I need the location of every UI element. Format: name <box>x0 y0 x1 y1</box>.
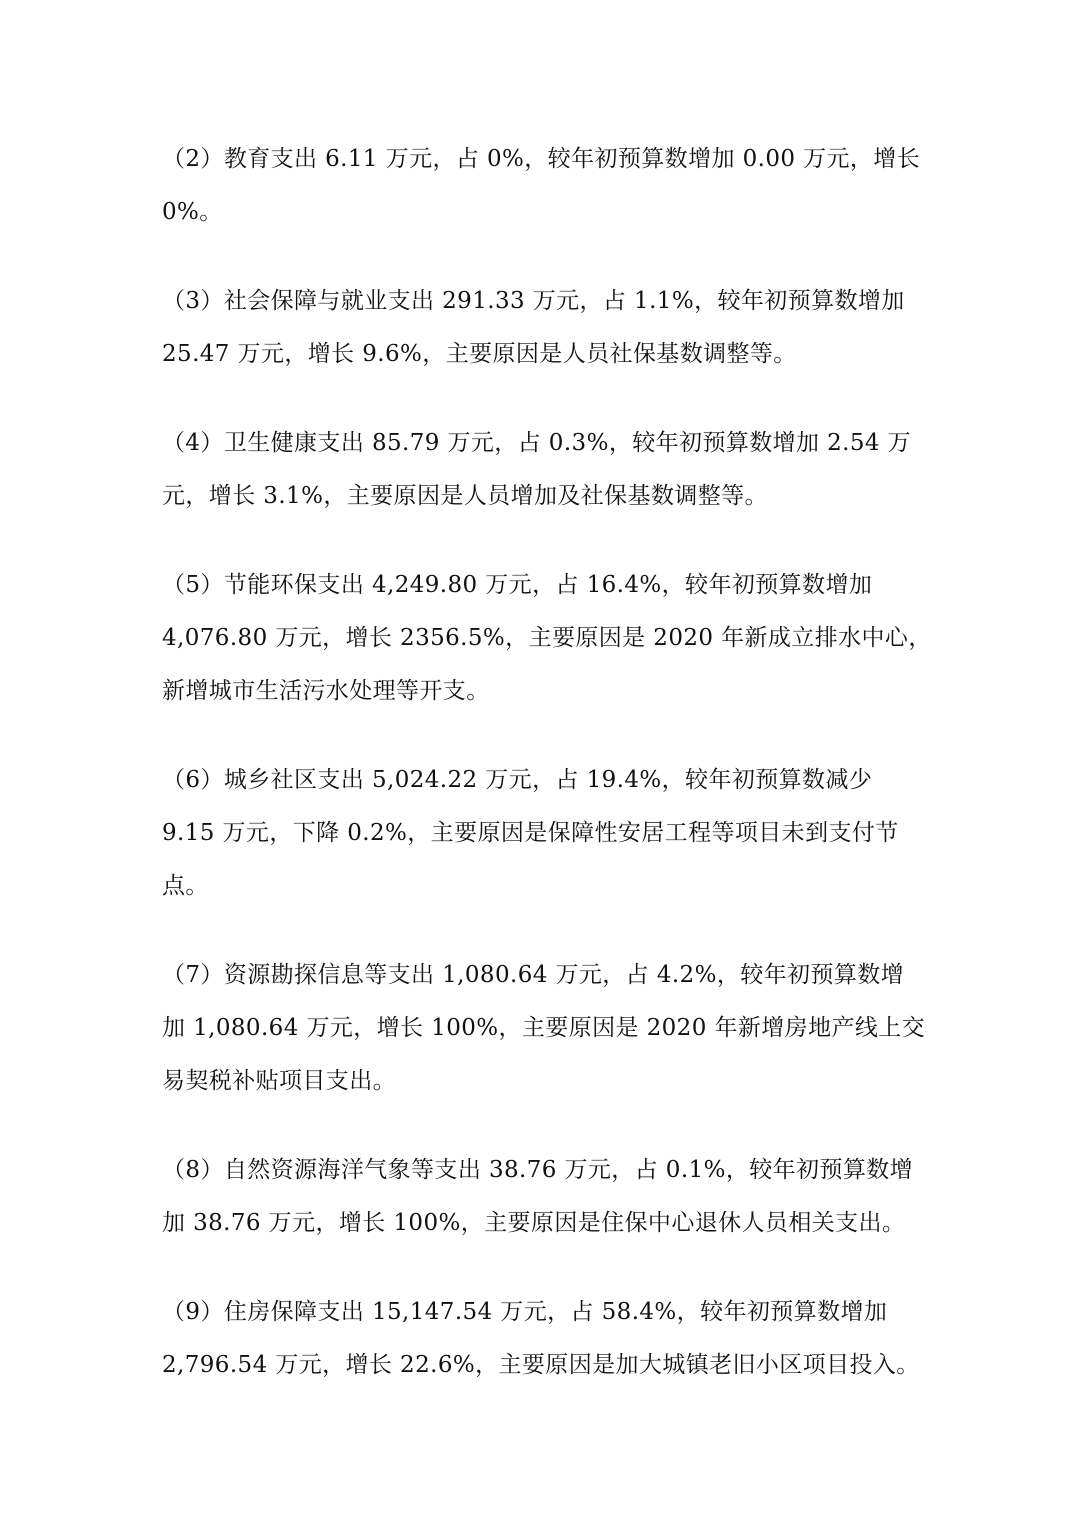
paragraph-education <box>162 133 922 239</box>
paragraph-natural-resources <box>162 1144 922 1250</box>
text-line: 0%。 <box>162 199 223 225</box>
text-line: 4,076.80 万元，增长 2356.5%，主要原因是 2020 年新成立排水中心， <box>162 625 932 651</box>
text-line: 加 1,080.64 万元，增长 100%，主要原因是 2020 年新增房地产线上交 <box>162 1015 926 1041</box>
text-line: （2）教育支出 6.11 万元，占 0%，较年初预算数增加 0.00 万元，增长 <box>162 146 921 172</box>
paragraph-environment <box>162 559 932 718</box>
paragraph-health <box>162 417 922 523</box>
text-line: 2,796.54 万元，增长 22.6%，主要原因是加大城镇老旧小区项目投入。 <box>162 1352 920 1378</box>
text-line: （8）自然资源海洋气象等支出 38.76 万元，占 0.1%，较年初预算数增 <box>162 1157 914 1183</box>
paragraph-urban-community <box>162 754 922 913</box>
text-line: 9.15 万元，下降 0.2%，主要原因是保障性安居工程等项目未到支付节 <box>162 820 899 846</box>
paragraph-housing <box>162 1286 922 1392</box>
paragraph-resource-exploration <box>162 949 926 1108</box>
text-line: （9）住房保障支出 15,147.54 万元，占 58.4%，较年初预算数增加 <box>162 1299 888 1325</box>
paragraph-social-security <box>162 275 922 381</box>
text-line: 点。 <box>162 873 209 899</box>
text-line: 新增城市生活污水处理等开支。 <box>162 678 490 704</box>
document-body <box>162 133 932 1428</box>
text-line: （5）节能环保支出 4,249.80 万元，占 16.4%，较年初预算数增加 <box>162 572 873 598</box>
text-line: （7）资源勘探信息等支出 1,080.64 万元，占 4.2%，较年初预算数增 <box>162 962 905 988</box>
text-line: 元，增长 3.1%，主要原因是人员增加及社保基数调整等。 <box>162 483 768 509</box>
text-line: （3）社会保障与就业支出 291.33 万元，占 1.1%，较年初预算数增加 <box>162 288 905 314</box>
text-line: （6）城乡社区支出 5,024.22 万元，占 19.4%，较年初预算数减少 <box>162 767 873 793</box>
text-line: 加 38.76 万元，增长 100%，主要原因是住保中心退休人员相关支出。 <box>162 1210 906 1236</box>
text-line: 25.47 万元，增长 9.6%，主要原因是人员社保基数调整等。 <box>162 341 797 367</box>
text-line: 易契税补贴项目支出。 <box>162 1068 396 1094</box>
text-line: （4）卫生健康支出 85.79 万元，占 0.3%，较年初预算数增加 2.54 万 <box>162 430 912 456</box>
